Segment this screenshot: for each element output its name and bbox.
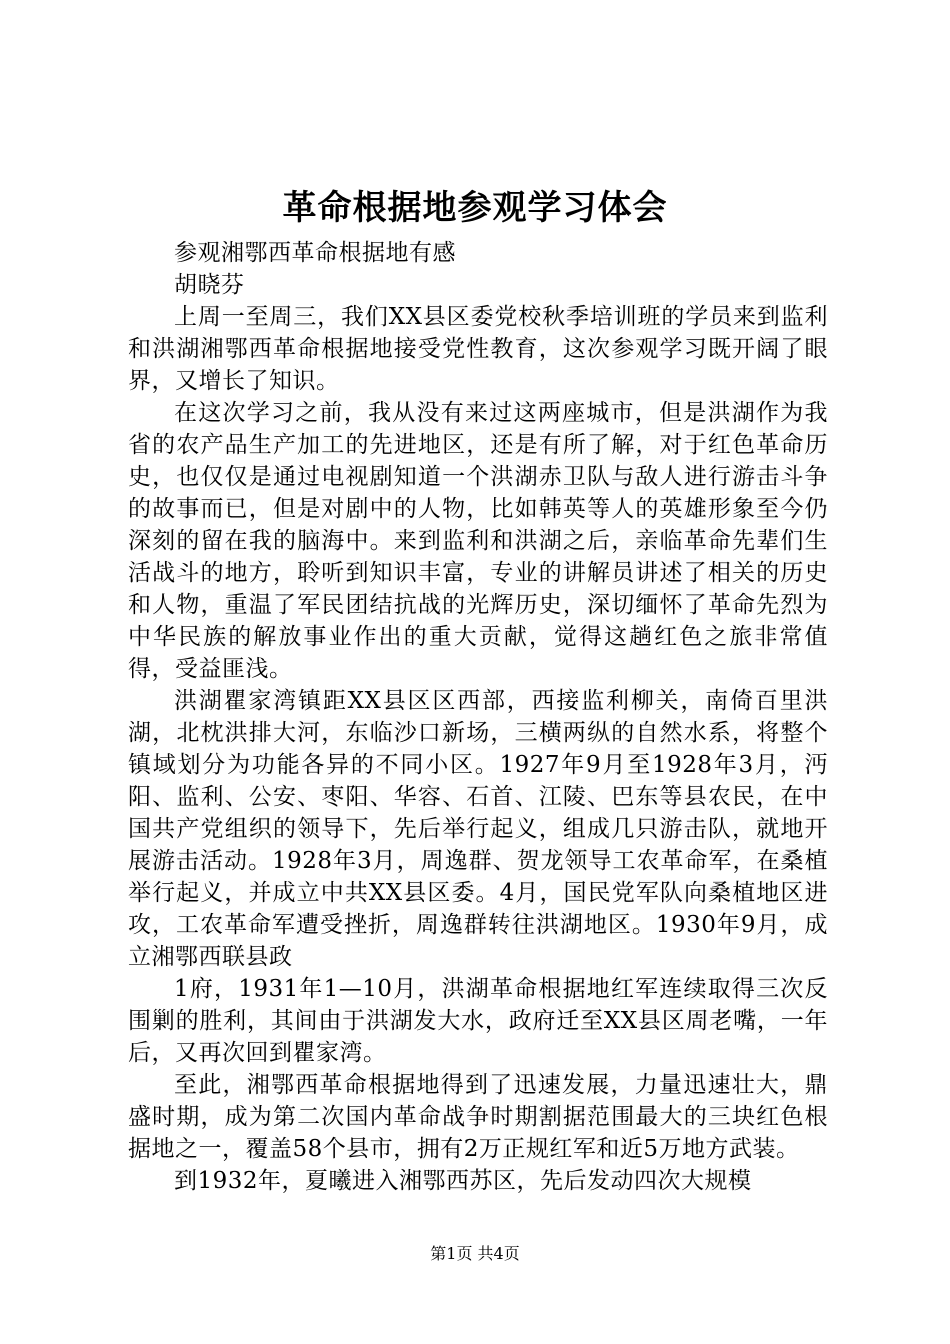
document-title: 革命根据地参观学习体会 bbox=[282, 188, 668, 228]
document-subtitle: 参观湘鄂西革命根据地有感 bbox=[174, 240, 456, 266]
document-body bbox=[128, 237, 828, 1197]
paragraph: 1府，1931年1—10月，洪湖革命根据地红军连续取得三次反围剿的胜利，其间由于洪湖发大水，政府迁至XX县区周老嘴，一年后，又再次回到瞿家湾。 bbox=[128, 976, 828, 1066]
page-footer: 第1页 共4页 bbox=[430, 1244, 520, 1263]
paragraph: 到1932年，夏曦进入湘鄂西苏区，先后发动四次大规模 bbox=[174, 1168, 752, 1194]
paragraph: 上周一至周三，我们XX县区委党校秋季培训班的学员来到监利和洪湖湘鄂西革命根据地接受党性教育，这次参观学习既开阔了眼界，又增长了知识。 bbox=[128, 304, 828, 394]
paragraph: 洪湖瞿家湾镇距XX县区区西部，西接监利柳关，南倚百里洪湖，北枕洪排大河，东临沙口新场，三横两纵的自然水系，将整个镇域划分为功能各异的不同小区。1927年9月至1928年3月，沔阳、监利、公安、枣阳、华容、石首、江陵、巴东等县农民，在中国共产党组织的领导下，先后举行起义，组成几只游击队，就地开展游击活动。1928年3月，周逸群、贺龙领导工农革命军，在桑植举行起义，并成立中共XX县区委。4月，国民党军队向桑植地区进攻，工农革命军遭受挫折，周逸群转往洪湖地区。1930年9月，成立湘鄂西联县政 bbox=[128, 688, 828, 970]
document-author: 胡晓芬 bbox=[174, 272, 245, 298]
paragraph: 至此，湘鄂西革命根据地得到了迅速发展，力量迅速壮大，鼎盛时期，成为第二次国内革命战争时期割据范围最大的三块红色根据地之一，覆盖58个县市，拥有2万正规红军和近5万地方武装。 bbox=[128, 1072, 828, 1162]
paragraph: 在这次学习之前，我从没有来过这两座城市，但是洪湖作为我省的农产品生产加工的先进地区，还是有所了解，对于红色革命历史，也仅仅是通过电视剧知道一个洪湖赤卫队与敌人进行游击斗争的故事而已，但是对剧中的人物，比如韩英等人的英雄形象至今仍深刻的留在我的脑海中。来到监利和洪湖之后，亲临革命先辈们生活战斗的地方，聆听到知识丰富，专业的讲解员讲述了相关的历史和人物，重温了军民团结抗战的光辉历史，深切缅怀了革命先烈为中华民族的解放事业作出的重大贡献，觉得这趟红色之旅非常值得，受益匪浅。 bbox=[128, 400, 828, 682]
